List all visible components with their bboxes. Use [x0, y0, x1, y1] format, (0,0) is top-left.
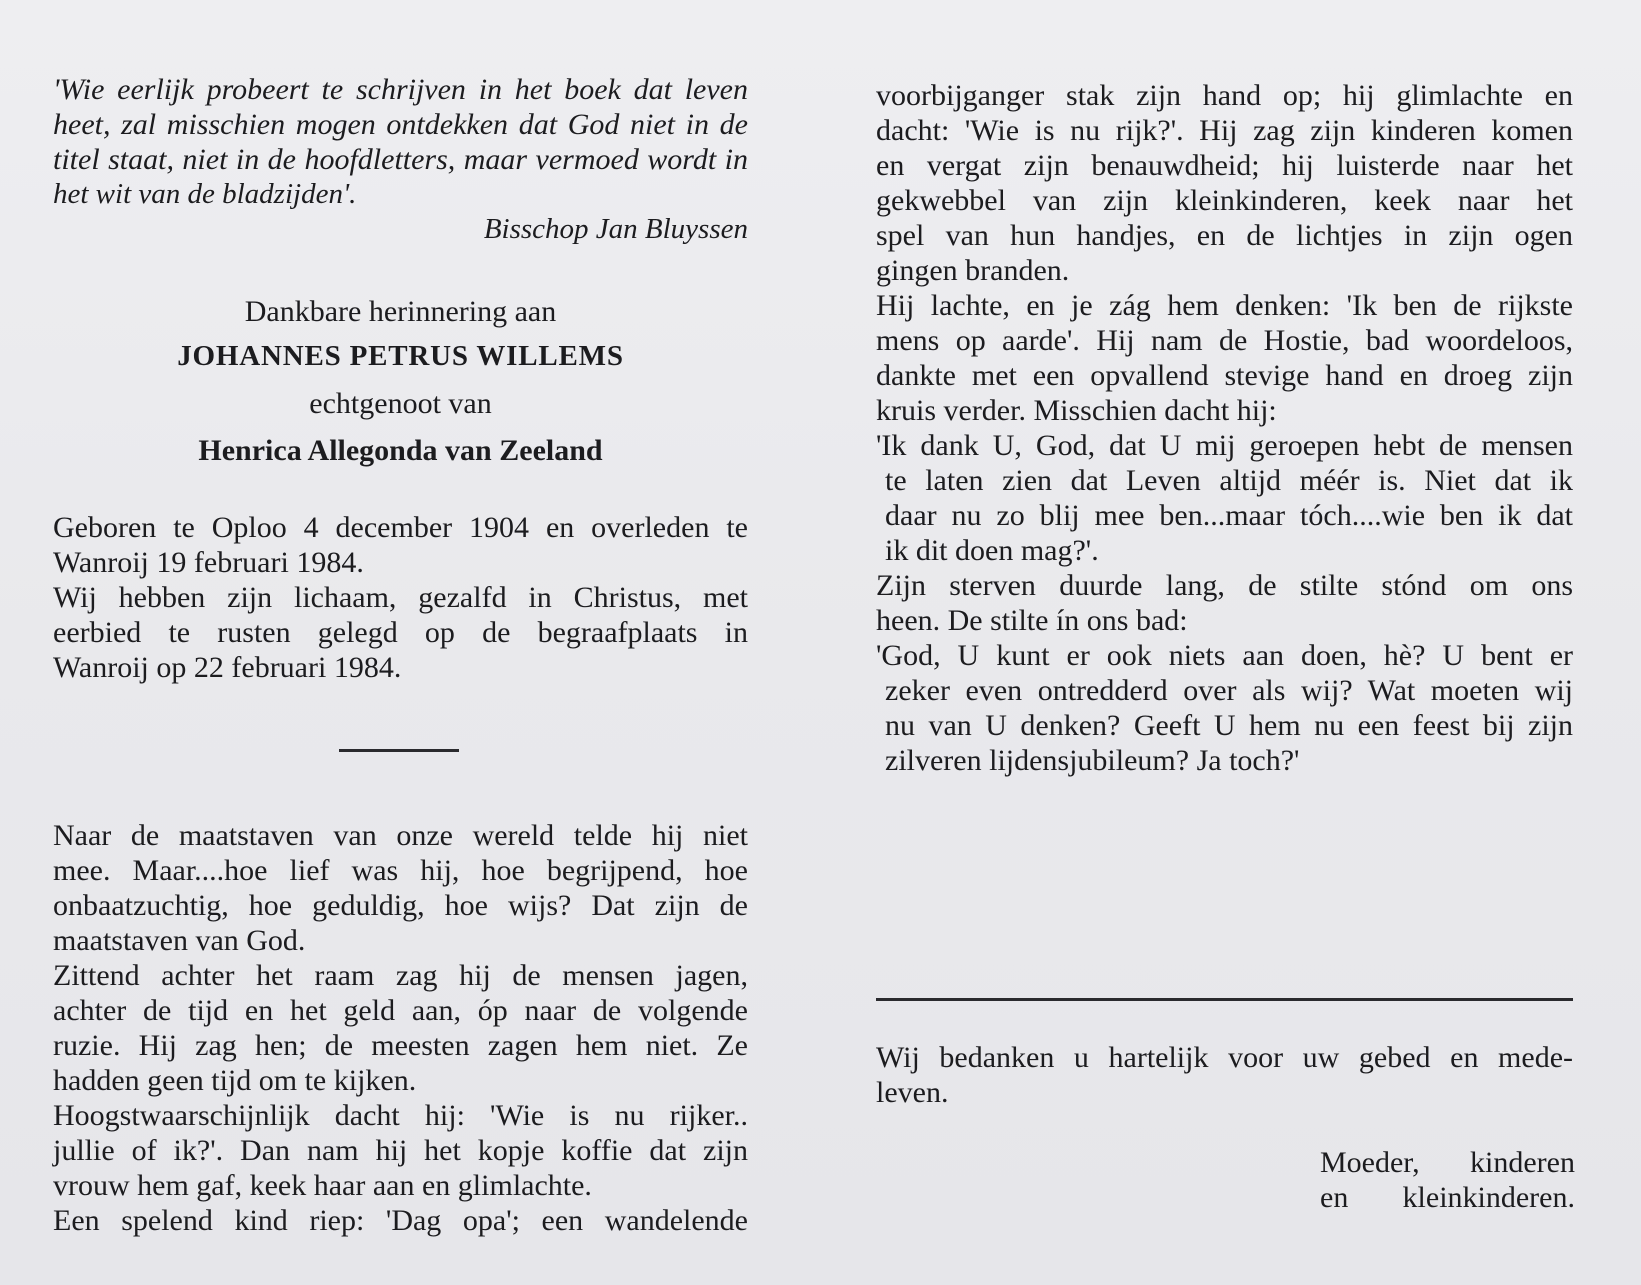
eulogy-line: achter de tijd en het geld aan, óp naar de volgende: [53, 994, 748, 1027]
eulogy-line: 'Ik dank U, God, dat U mij geroepen hebt de mensen: [876, 429, 1573, 462]
eulogy-line: mens op aarde'. Hij nam de Hostie, bad woordeloos,: [876, 324, 1573, 357]
eulogy-line: Naar de maatstaven van onze wereld telde hij niet: [53, 819, 748, 852]
eulogy-line: hadden geen tijd om te kijken.: [53, 1064, 417, 1097]
closing-divider: [876, 998, 1573, 1001]
eulogy-line: mee. Maar....hoe lief was hij, hoe begrijpend, hoe: [53, 854, 748, 887]
eulogy-line: zilveren lijdensjubileum? Ja toch?': [885, 744, 1300, 777]
thanks-note: [876, 1040, 1573, 1110]
eulogy-line: spel van hun handjes, en de lichtjes in zijn ogen: [876, 219, 1573, 252]
eulogy-left: [53, 818, 748, 1238]
eulogy-line: dankte met een opvallend stevige hand en droeg zijn: [876, 359, 1573, 392]
family-signature: [1320, 1145, 1575, 1215]
quote-author: Bisschop Jan Bluyssen: [483, 213, 748, 245]
eulogy-right: [876, 78, 1573, 778]
section-divider: [339, 749, 459, 752]
eulogy-line: heen. De stilte ín ons bad:: [876, 604, 1188, 637]
birth-death-dates: [53, 510, 748, 685]
eulogy-line: nu van U denken? Geeft U hem nu een feest bij zijn: [885, 709, 1573, 742]
eulogy-line: gekwebbel van zijn kleinkinderen, keek naar het: [876, 184, 1573, 217]
deceased-name: JOHANNES PETRUS WILLEMS: [177, 340, 624, 372]
thanks-line: Wij bedanken u hartelijk voor uw gebed en mede-: [876, 1041, 1573, 1074]
spouse-label: echtgenoot van: [309, 387, 492, 420]
eulogy-line: ik dit doen mag?'.: [885, 534, 1099, 567]
eulogy-line: daar nu zo blij mee ben...maar tóch....wie ben ik dat: [885, 499, 1573, 532]
signature-line: en kleinkinderen.: [1320, 1181, 1575, 1214]
quote-line: het wit van de bladzijden'.: [53, 178, 357, 210]
quote-line: heet, zal misschien mogen ontdekken dat God niet in de: [53, 108, 748, 141]
memorial-heading: Dankbare herinnering aan: [244, 295, 557, 328]
eulogy-line: jullie of ik?'. Dan nam hij het kopje koffie dat zijn: [53, 1134, 748, 1167]
eulogy-line: maatstaven van God.: [53, 924, 306, 957]
quote-line: 'Wie eerlijk probeert te schrijven in het boek dat leven: [53, 73, 748, 106]
right-column: [876, 72, 1573, 778]
eulogy-line: gingen branden.: [876, 254, 1070, 287]
eulogy-line: onbaatzuchtig, hoe geduldig, hoe wijs? Dat zijn de: [53, 889, 748, 922]
eulogy-line: ruzie. Hij zag hen; de meesten zagen hem niet. Ze: [53, 1029, 748, 1062]
dates-line: Wanroij op 22 februari 1984.: [53, 651, 402, 684]
eulogy-line: en vergat zijn benauwdheid; hij luisterde naar het: [876, 149, 1573, 182]
eulogy-line: Hoogstwaarschijnlijk dacht hij: 'Wie is nu rijker..: [53, 1099, 748, 1132]
opening-quote: [53, 72, 748, 247]
eulogy-line: Een spelend kind riep: 'Dag opa'; een wandelende: [53, 1204, 748, 1237]
dates-line: Wij hebben zijn lichaam, gezalfd in Christus, met: [53, 581, 748, 614]
dates-line: eerbied te rusten gelegd op de begraafplaats in: [53, 616, 748, 649]
eulogy-line: Zittend achter het raam zag hij de mensen jagen,: [53, 959, 748, 992]
left-column: [53, 72, 748, 1238]
eulogy-line: te laten zien dat Leven altijd méér is. Niet dat ik: [885, 464, 1573, 497]
dates-line: Wanroij 19 februari 1984.: [53, 546, 364, 579]
dates-line: Geboren te Oploo 4 december 1904 en overleden te: [53, 511, 748, 544]
eulogy-line: Hij lachte, en je zág hem denken: 'Ik ben de rijkste: [876, 289, 1573, 322]
eulogy-line: kruis verder. Misschien dacht hij:: [876, 394, 1277, 427]
eulogy-line: zeker even ontredderd over als wij? Wat moeten wij: [885, 674, 1573, 707]
eulogy-line: 'God, U kunt er ook niets aan doen, hè? U bent er: [876, 639, 1573, 672]
eulogy-line: voorbijganger stak zijn hand op; hij glimlachte en: [876, 79, 1573, 112]
eulogy-line: vrouw hem gaf, keek haar aan en glimlachte.: [53, 1169, 592, 1202]
signature-line: Moeder, kinderen: [1320, 1146, 1575, 1179]
eulogy-line: Zijn sterven duurde lang, de stilte stónd om ons: [876, 569, 1573, 602]
quote-line: titel staat, niet in de hoofdletters, maar vermoed wordt in: [53, 143, 748, 176]
thanks-line: leven.: [876, 1076, 949, 1109]
eulogy-line: dacht: 'Wie is nu rijk?'. Hij zag zijn kinderen komen: [876, 114, 1573, 147]
spouse-name: Henrica Allegonda van Zeeland: [198, 434, 603, 467]
